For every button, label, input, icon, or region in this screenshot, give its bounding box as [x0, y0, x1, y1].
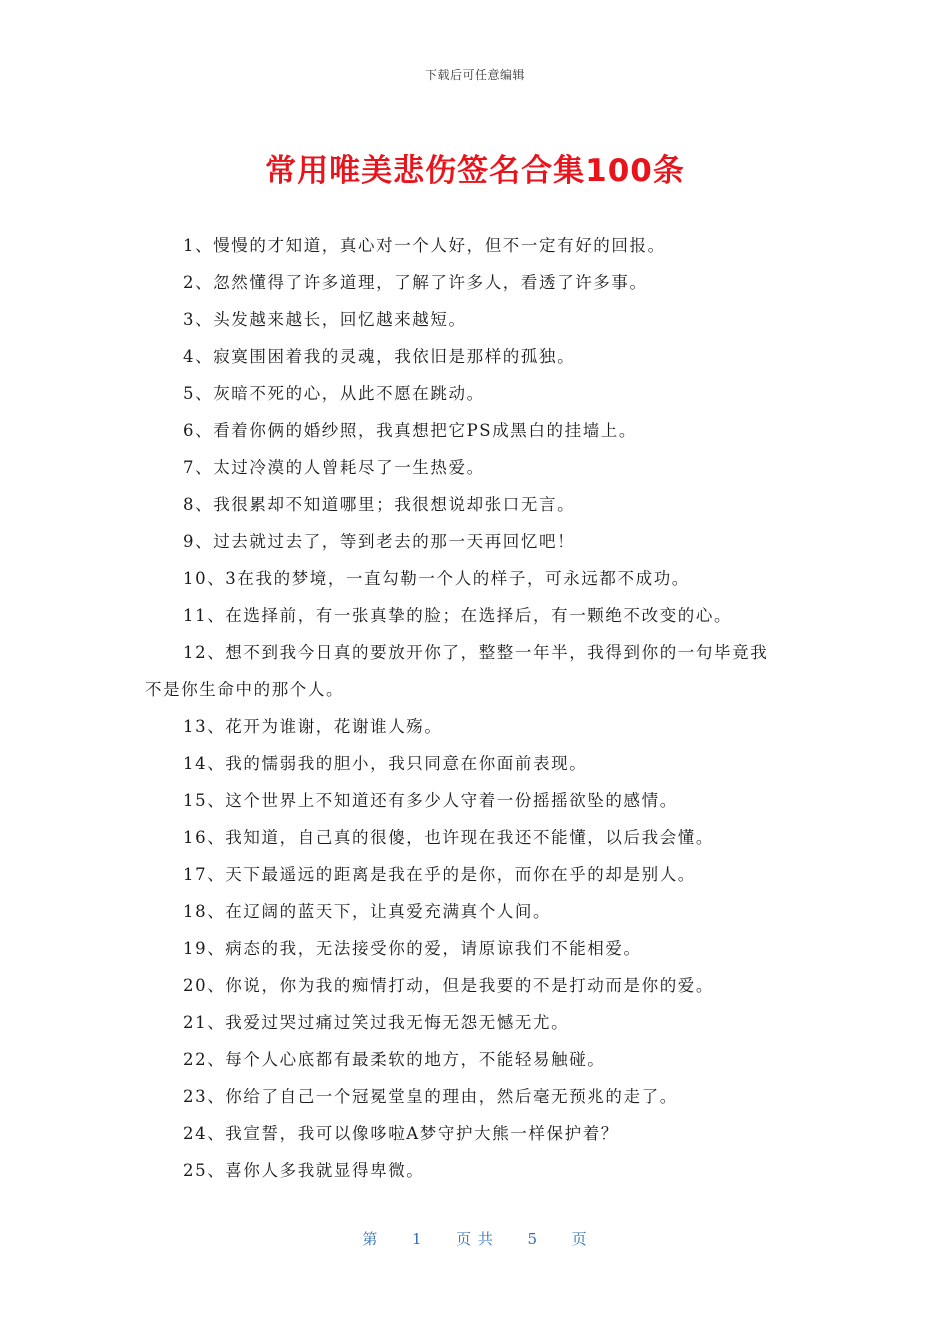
- list-item: 7、太过冷漠的人曾耗尽了一生热爱。: [183, 458, 485, 477]
- list-item: 18、在辽阔的蓝天下，让真爱充满真个人间。: [183, 902, 552, 921]
- list-item: 5、灰暗不死的心，从此不愿在跳动。: [183, 384, 485, 403]
- list-item: 23、你给了自己一个冠冕堂皇的理由，然后毫无预兆的走了。: [183, 1087, 678, 1106]
- document-body: [145, 227, 805, 1189]
- list-item: 21、我爱过哭过痛过笑过我无悔无怨无憾无尤。: [183, 1013, 570, 1032]
- list-item: 1、慢慢的才知道，真心对一个人好，但不一定有好的回报。: [183, 236, 666, 255]
- list-item: 10、3在我的梦境，一直勾勒一个人的样子，可永远都不成功。: [183, 569, 690, 588]
- list-item: 11、在选择前，有一张真挚的脸；在选择后，有一颗绝不改变的心。: [183, 606, 733, 625]
- footer-page-number: 1: [412, 1230, 423, 1248]
- list-item: 20、你说，你为我的痴情打动，但是我要的不是打动而是你的爱。: [183, 976, 714, 995]
- list-item: 3、头发越来越长，回忆越来越短。: [183, 310, 467, 329]
- list-item: 17、天下最遥远的距离是我在乎的是你，而你在乎的却是别人。: [183, 865, 696, 884]
- list-item: 25、喜你人多我就显得卑微。: [183, 1161, 425, 1180]
- list-item-continuation: 不是你生命中的那个人。: [145, 680, 345, 699]
- list-item: 13、花开为谁谢，花谢谁人殇。: [183, 717, 443, 736]
- document-title: 常用唯美悲伤签名合集100条: [265, 153, 685, 189]
- list-item: 2、忽然懂得了许多道理，了解了许多人，看透了许多事。: [183, 273, 648, 292]
- list-item: 8、我很累却不知道哪里；我很想说却张口无言。: [183, 495, 576, 514]
- page-header: 下载后可任意编辑: [424, 68, 525, 82]
- list-item: 6、看着你俩的婚纱照，我真想把它PS成黑白的挂墙上。: [183, 421, 638, 440]
- list-item: 4、寂寞围困着我的灵魂，我依旧是那样的孤独。: [183, 347, 576, 366]
- footer-page-suffix: 页: [571, 1230, 588, 1248]
- list-item: 14、我的懦弱我的胆小，我只同意在你面前表现。: [183, 754, 588, 773]
- list-item: 16、我知道，自己真的很傻，也许现在我还不能懂，以后我会懂。: [183, 828, 714, 847]
- list-item: 22、每个人心底都有最柔软的地方，不能轻易触碰。: [183, 1050, 606, 1069]
- footer-page-label: 第: [362, 1230, 379, 1248]
- page-footer: [0, 1228, 950, 1249]
- list-item: 19、病态的我，无法接受你的爱，请原谅我们不能相爱。: [183, 939, 642, 958]
- list-item: 12、想不到我今日真的要放开你了，整整一年半，我得到你的一句毕竟我: [183, 643, 769, 662]
- list-item: 15、这个世界上不知道还有多少人守着一份摇摇欲坠的感情。: [183, 791, 678, 810]
- list-item: 24、我宣誓，我可以像哆啦A梦守护大熊一样保护着？: [183, 1124, 619, 1143]
- footer-of-label: 页 共: [456, 1230, 494, 1248]
- list-item: 9、过去就过去了，等到老去的那一天再回忆吧！: [183, 532, 576, 551]
- footer-total-pages: 5: [527, 1230, 538, 1248]
